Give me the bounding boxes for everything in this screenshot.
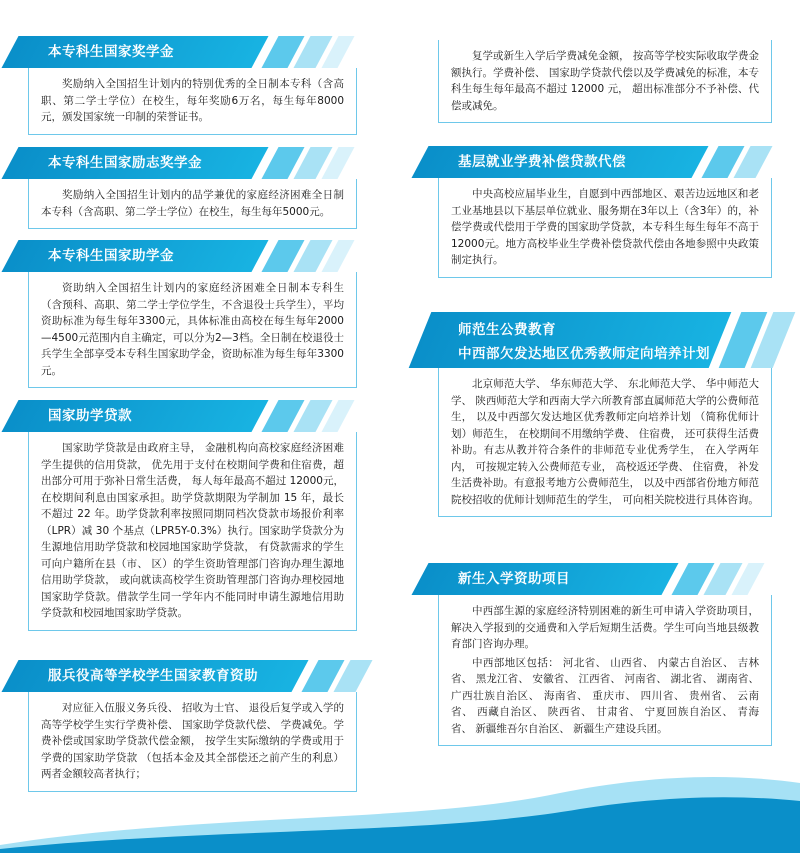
section-title: 国家助学贷款	[48, 408, 132, 424]
section-body	[28, 432, 357, 631]
section-encouragement-scholarship	[20, 147, 365, 229]
section-normal-student-education	[430, 312, 780, 517]
section-body	[438, 368, 772, 517]
section-title: 服兵役高等学校学生国家教育资助	[48, 668, 258, 684]
section-national-scholarship	[20, 36, 365, 135]
section-title: 新生入学资助项目	[458, 571, 570, 587]
section-title: 基层就业学费补偿贷款代偿	[458, 154, 626, 170]
section-subtitle: 中西部欠发达地区优秀教师定向培养计划	[458, 346, 710, 362]
section-banner	[430, 312, 780, 368]
section-paragraph: 奖励纳入全国招生计划内的品学兼优的家庭经济困难全日制本专科（含高职、第二学士学位）在校生，每生每年5000元。	[41, 189, 344, 218]
section-freshman-aid	[430, 563, 780, 746]
section-paragraph: 对应征入伍服义务兵役、 招收为士官、 退役后复学或入学的高等学校学生实行学费补偿、 国家助学贷款代偿、 学费减免。学费补偿或国家助学贷款代偿金额， 按学生实际缴纳的学费或用于学费的国家助学贷款 （包括本金及其全部偿还之前产生的利息）两者金额较高者执行；	[41, 702, 344, 780]
section-grassroots-employment	[430, 146, 780, 278]
section-body	[438, 40, 772, 123]
section-student-loan	[20, 400, 365, 631]
section-title: 本专科生国家励志奖学金	[48, 155, 202, 171]
section-banner	[20, 240, 365, 272]
section-national-grant	[20, 240, 365, 388]
section-paragraph: 中西部生源的家庭经济特别困难的新生可申请入学资助项目，解决入学报到的交通费和入学后短期生活费。学生可向当地县级教育部门咨询办理。	[451, 605, 759, 650]
section-paragraph: 北京师范大学、 华东师范大学、 东北师范大学、 华中师范大学、 陕西师范大学和西南大学六所教育部直属师范大学的公费师范生， 以及中西部欠发达地区优秀教师定向培养计划 （简称优师计划）师范生， 在校期间不用缴纳学费、 住宿费， 还可获得生活费补助。有志从教并符合条件的非师范专业优秀学生， 在入学两年内， 可按规定转入公费师范专业， 高校返还学费、 住宿费， 补发生活费补助。有意报考地方公费师范生， 以及中西部省份地方师范院校招收的优师计划师范生的学生， 可向相关院校进行具体咨询。	[451, 378, 759, 506]
section-title: 本专科生国家助学金	[48, 248, 174, 264]
section-paragraph: 资助纳入全国招生计划内的家庭经济困难全日制本专科生（含预科、高职、第二学士学位学生，不含退役士兵学生），平均资助标准为每生每年3300元，具体标准由高校在每生每年2000—4500元范围内自主确定，可以分为2—3档。全日制在校退役士兵学生全部享受本专科生国家助学金，资助标准为每生每年3300元。	[41, 282, 344, 377]
section-paragraph: 中西部地区包括： 河北省、 山西省、 内蒙古自治区、 吉林省、 黑龙江省、 安徽省、 江西省、 河南省、 湖北省、 湖南省、 广西壮族自治区、 海南省、 重庆市、 四川省、 贵州省、 云南省、 西藏自治区、 陕西省、 甘肃省、 宁夏回族自治区、 青海省、 新疆维吾尔自治区、 新疆生产建设兵团。	[451, 656, 759, 735]
section-banner	[430, 563, 780, 595]
section-title: 师范生公费教育	[458, 322, 556, 338]
section-body	[438, 595, 772, 746]
section-banner	[20, 400, 365, 432]
section-body	[438, 178, 772, 278]
decorative-wave	[0, 753, 800, 853]
section-body	[28, 179, 357, 229]
section-paragraph: 奖励纳入全国招生计划内的特别优秀的全日制本专科（含高职、第二学士学位）在校生，每年奖励6万名，每生每年8000元，颁发国家统一印制的荣誉证书。	[41, 78, 344, 123]
section-banner	[20, 36, 365, 68]
section-banner	[20, 147, 365, 179]
section-banner	[430, 146, 780, 178]
section-paragraph: 国家助学贷款是由政府主导， 金融机构向高校家庭经济困难学生提供的信用贷款， 优先用于支付在校期间学费和住宿费，超出部分可用于弥补日常生活费， 每人每年最高不超过 12000元，在校期间利息由国家承担。助学贷款期限为学制加 15 年，最长不超过 22 年。助学贷款利率按照同期同档次贷款市场报价利率（LPR）减 30 个基点（LPR5Y-0.3%）执行。国家助学贷款分为生源地信用助学贷款和校园地国家助学贷款， 有贷款需求的学生可向户籍所在县（市、 区）的学生资助管理部门咨询办理生源地信用助学贷款， 或向就读高校学生资助管理部门咨询办理校园地国家助学贷款。借款学生同一学年内不能同时申请生源地信用助学贷款和校园地国家助学贷款。	[41, 442, 344, 619]
continuation-block	[430, 40, 780, 123]
section-title: 本专科生国家奖学金	[48, 44, 174, 60]
section-body	[28, 68, 357, 135]
continuation-paragraph: 复学或新生入学后学费减免金额， 按高等学校实际收取学费金额执行。学费补偿、 国家助学贷款代偿以及学费减免的标准，本专科生每生每年最高不超过 12000 元， 超出标准部分不予补偿、代偿或减免。	[451, 50, 759, 112]
section-body	[28, 272, 357, 388]
section-banner	[20, 660, 365, 692]
section-paragraph: 中央高校应届毕业生，自愿到中西部地区、艰苦边远地区和老工业基地县以下基层单位就业、服务期在3年以上（含3年）的，补偿学费或代偿用于学费的国家助学贷款，本专科生每生每年不高于12000元。地方高校毕业生学费补偿贷款代偿由各地参照中央政策制定执行。	[451, 188, 759, 266]
